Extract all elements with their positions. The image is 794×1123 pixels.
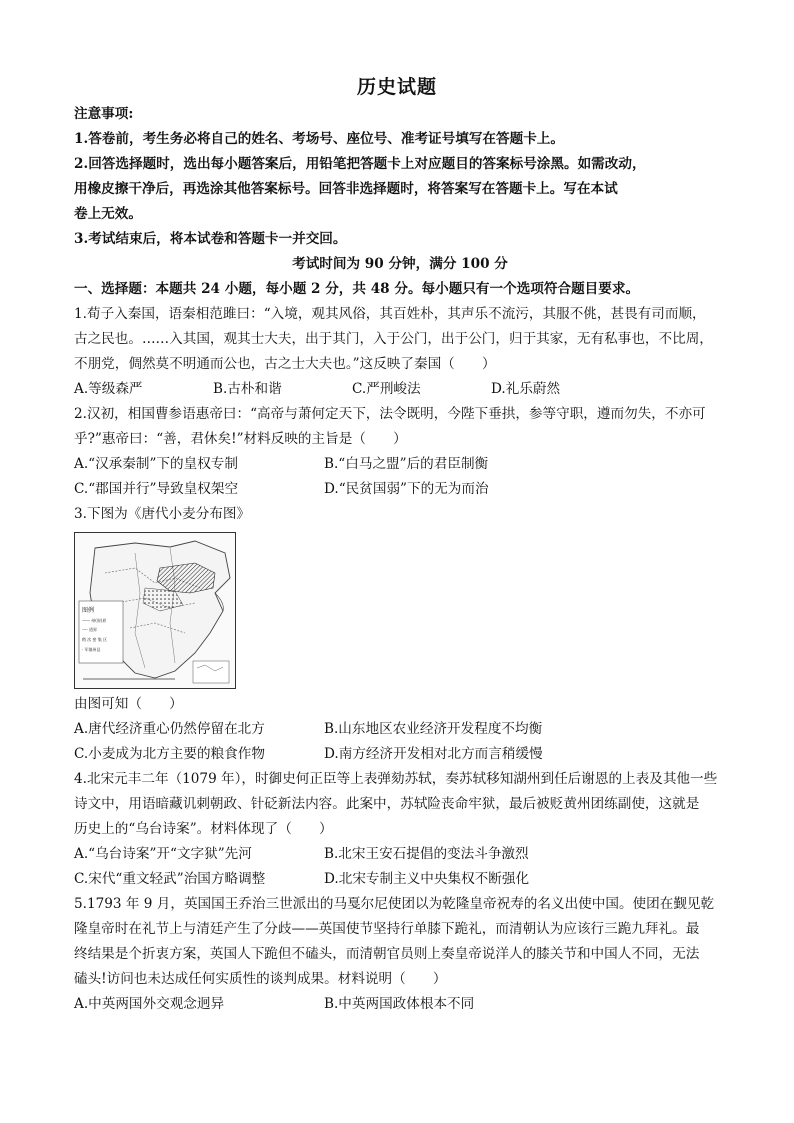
- q1-option-a[interactable]: A.等级森严: [74, 381, 143, 397]
- q2-option-d[interactable]: D.“民贫国弱”下的无为而治: [324, 481, 489, 497]
- q5-option-b[interactable]: B.中英两国政体根本不同: [324, 996, 475, 1012]
- q4-option-c[interactable]: C.宋代“重文轻武”治国方略调整: [74, 871, 266, 887]
- question-1-text: 1.荀子入秦国，语秦相范雎曰：“入境，观其风俗，其百姓朴，其声乐不流污，其服不佻，甚畏有司而顺，: [74, 306, 706, 322]
- q3-option-c[interactable]: C.小麦成为北方主要的粮食作物: [74, 746, 265, 762]
- q1-option-b[interactable]: B.古朴和谐: [213, 381, 282, 397]
- notice-item: 用橡皮擦干净后，再选涂其他答案标号。回答非选择题时，将答案写在答题卡上。写在本试: [74, 181, 618, 197]
- question-5-text: 5.1793 年 9 月，英国国王乔治三世派出的马戛尔尼使团以为乾隆皇帝祝寿的名义出使中国。使团在觐见乾: [74, 896, 715, 912]
- map-legend-item: 稍 次 密 集 区: [82, 637, 108, 642]
- exam-info: 考试时间为 90 分钟，满分 100 分: [292, 256, 508, 272]
- notice-item: 3.考试结束后，将本试卷和答题卡一并交回。: [74, 231, 347, 247]
- question-1-text: 不朋党，倜然莫不明通而公也，古之士大夫也。”这反映了秦国（ ）: [74, 356, 496, 372]
- map-legend-item: · 军镇州县: [82, 647, 101, 652]
- q3-option-d[interactable]: D.南方经济开发相对北方而言稍缓慢: [324, 746, 543, 762]
- q5-option-a[interactable]: A.中英两国外交观念迥异: [74, 996, 225, 1012]
- section-heading: 一、选择题：本题共 24 小题，每小题 2 分，共 48 分。每小题只有一个选项符合题目要求。: [74, 281, 640, 297]
- question-4-text: 历史上的“乌台诗案”。材料体现了（ ）: [74, 821, 333, 837]
- question-2-text: 乎?”惠帝曰：“善，君休矣!”材料反映的主旨是（ ）: [74, 431, 407, 447]
- page-title: 历史试题: [356, 76, 437, 98]
- q2-option-a[interactable]: A.“汉承秦制”下的皇权专制: [74, 456, 238, 472]
- q4-option-d[interactable]: D.北宋专制主义中央集权不断强化: [324, 871, 530, 887]
- q1-option-c[interactable]: C.严刑峻法: [352, 381, 421, 397]
- question-4-text: 4.北宋元丰二年（1079 年），时御史何正臣等上表弹劾苏轼，奏苏轼移知湖州到任后谢恩的上表及其他一些: [74, 771, 718, 787]
- map-graphic: [75, 533, 235, 688]
- question-5-text: 磕头!访问也未达成任何实质性的谈判成果。材料说明（ ）: [74, 971, 447, 987]
- map-legend-item: —— 州(府)界: [82, 618, 107, 623]
- notice-heading: 注意事项:: [74, 106, 134, 122]
- map-legend-title: 图例: [82, 607, 95, 614]
- tang-wheat-map: [74, 532, 236, 689]
- question-5-text: 隆皇帝时在礼节上与清廷产生了分歧——英国使节坚持行单膝下跪礼，而清朝认为应该行三跪九拜礼。最: [74, 921, 700, 937]
- notice-item: 2.回答选择题时，选出每小题答案后，用铅笔把答题卡上对应题目的答案标号涂黑。如需改动，: [74, 156, 646, 172]
- notice-item: 1.答卷前，考生务必将自己的姓名、考场号、座位号、准考证号填写在答题卡上。: [74, 131, 564, 147]
- question-2-text: 2.汉初，相国曹参语惠帝曰：“高帝与萧何定天下，法令既明，今陛下垂拱，参等守职，遵而勿失，不亦可: [74, 406, 706, 422]
- question-5-text: 终结果是个折衷方案，英国人下跪但不磕头，而清朝官员则上奏皇帝说洋人的膝关节和中国人不同，无法: [74, 946, 700, 962]
- question-3-text: 3.下图为《唐代小麦分布图》: [74, 506, 251, 522]
- map-inset: [193, 661, 229, 683]
- q2-option-c[interactable]: C.“郡国并行”导致皇权架空: [74, 481, 239, 497]
- question-3-prompt: 由图可知（ ）: [74, 696, 183, 712]
- q3-option-b[interactable]: B.山东地区农业经济开发程度不均衡: [324, 721, 543, 737]
- q3-option-a[interactable]: A.唐代经济重心仍然停留在北方: [74, 721, 265, 737]
- q1-option-d[interactable]: D.礼乐蔚然: [491, 381, 561, 397]
- q2-option-b[interactable]: B.“白马之盟”后的君臣制衡: [324, 456, 489, 472]
- q4-option-b[interactable]: B.北宋王安石提倡的变法斗争激烈: [324, 846, 529, 862]
- question-1-text: 古之民也。……入其国，观其士大夫，出于其门，入于公门，出于公门，归于其家，无有私事也，不比周，: [74, 331, 713, 347]
- question-4-text: 诗文中，用语暗藏讥刺朝政、针砭新法内容。此案中，苏轼险丧命牢狱，最后被贬黄州团练副使，这就是: [74, 796, 700, 812]
- notice-item: 卷上无效。: [74, 206, 142, 222]
- q4-option-a[interactable]: A.“乌台诗案”开“文字狱”先河: [74, 846, 252, 862]
- map-legend-item: ---- 道界: [82, 627, 98, 632]
